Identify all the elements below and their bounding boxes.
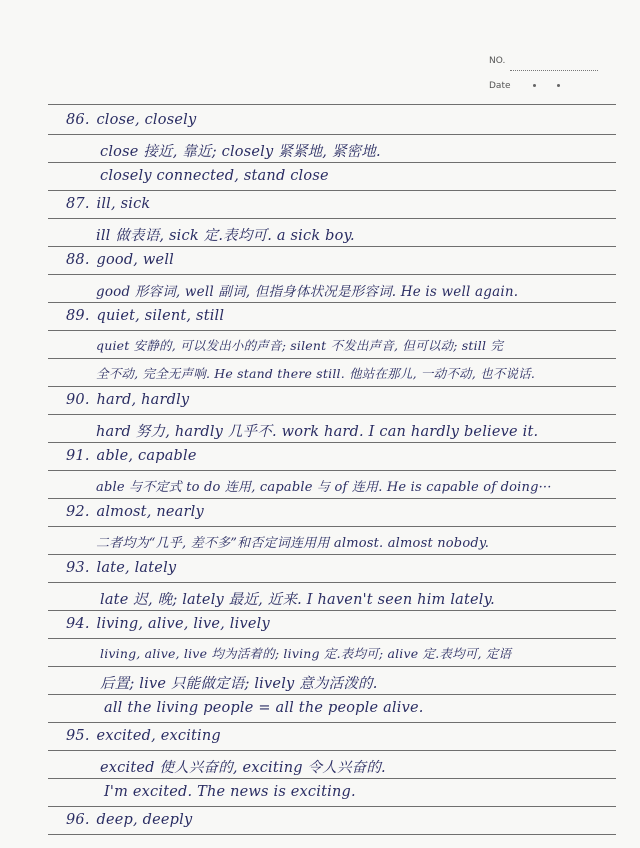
entry-head: living, alive, live, lively	[96, 616, 270, 632]
entry-heading	[64, 392, 189, 416]
entry-line: close 接近, 靠近; closely 紧紧地, 紧密地.	[100, 144, 381, 160]
header-no-line	[510, 70, 598, 71]
entry-number: 88.	[66, 252, 90, 268]
entry-number: 86.	[66, 112, 90, 128]
entry-head: good, well	[96, 252, 174, 268]
entry-number: 95.	[66, 728, 90, 744]
header-no-label: NO.	[489, 56, 506, 66]
entry-line: hard 努力, hardly 几乎不. work hard. I can hardly believe it.	[96, 424, 539, 440]
rule-line	[48, 104, 616, 105]
entry-number: 90.	[66, 392, 90, 408]
entry-line: 全不动, 完全无声响. He stand there still. 他站在那儿, 一动不动, 也不说话.	[96, 366, 536, 381]
entry-line: all the living people = all the people alive.	[104, 700, 424, 716]
entry-heading	[64, 560, 176, 584]
entry-line: quiet 安静的, 可以发出小的声音; silent 不发出声音, 但可以动; still 完	[96, 338, 504, 353]
entry-line: good 形容词, well 副词, 但指身体状况是形容词. He is well again.	[96, 284, 519, 300]
entry-line: I'm excited. The news is exciting.	[104, 784, 356, 800]
header-date-label: Date	[489, 81, 511, 91]
entry-heading	[64, 112, 196, 136]
entry-head: excited, exciting	[96, 728, 221, 744]
entry-number: 96.	[66, 812, 90, 828]
entry-head: deep, deeply	[96, 812, 193, 828]
entry-head: close, closely	[96, 112, 197, 128]
entry-number: 89.	[66, 308, 90, 324]
entry-line: late 迟, 晚; lately 最近, 近来. I haven't seen him lately.	[100, 592, 495, 608]
entry-line: 后置; live 只能做定语; lively 意为活泼的.	[100, 676, 378, 692]
entry-number: 93.	[66, 560, 90, 576]
entry-line: 二者均为“几乎, 差不多”和否定词连用用 almost. almost nobody.	[96, 536, 490, 551]
entry-head: quiet, silent, still	[96, 308, 225, 324]
entry-heading	[64, 504, 204, 528]
entry-heading	[64, 448, 197, 472]
entry-head: late, lately	[96, 560, 177, 576]
entry-number: 91.	[66, 448, 90, 464]
entry-heading	[64, 812, 192, 836]
entry-heading	[64, 616, 270, 640]
entry-head: ill, sick	[96, 196, 151, 212]
entry-heading	[64, 728, 221, 752]
entry-line: closely connected, stand close	[100, 168, 329, 184]
entry-head: almost, nearly	[96, 504, 204, 520]
entry-number: 87.	[66, 196, 90, 212]
header-date-dot	[533, 84, 536, 87]
entry-heading	[64, 308, 224, 332]
entry-line: living, alive, live 均为活着的; living 定.表均可; alive 定.表均可, 定语	[100, 646, 512, 661]
header-date-dot	[557, 84, 560, 87]
entry-heading	[64, 252, 174, 276]
entry-line: able 与不定式 to do 连用, capable 与 of 连用. He is capable of doing···	[96, 480, 552, 495]
entry-line: excited 使人兴奋的, exciting 令人兴奋的.	[100, 760, 386, 776]
entry-number: 94.	[66, 616, 90, 632]
entry-head: hard, hardly	[96, 392, 190, 408]
entry-number: 92.	[66, 504, 90, 520]
entry-line: ill 做表语, sick 定.表均可. a sick boy.	[96, 228, 355, 244]
entry-heading	[64, 196, 150, 220]
entry-head: able, capable	[96, 448, 197, 464]
